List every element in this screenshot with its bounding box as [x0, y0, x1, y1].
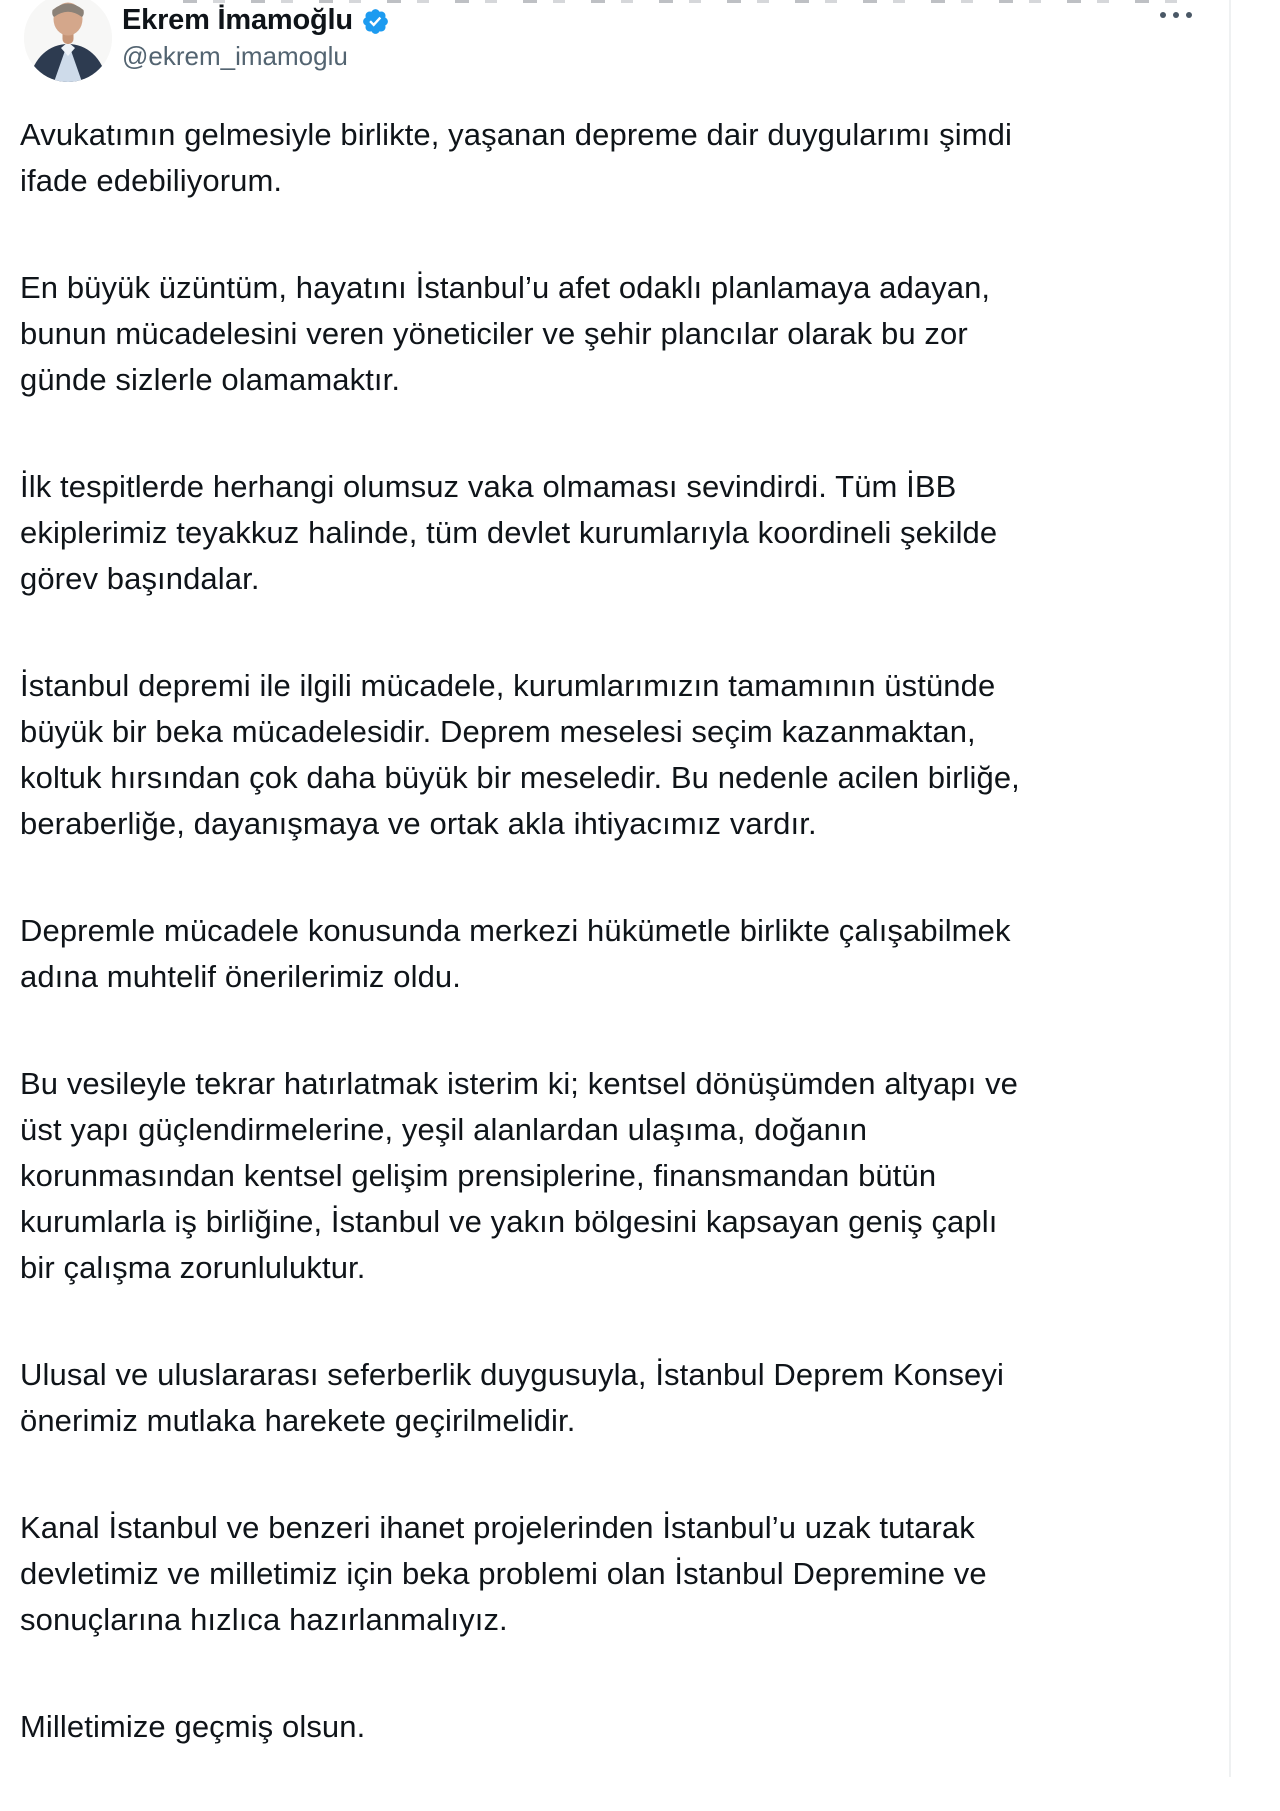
more-button[interactable] [1154, 6, 1198, 24]
tweet-line: büyük bir beka mücadelesidir. Deprem meselesi seçim kazanmaktan, [20, 714, 976, 749]
column-border [1229, 0, 1231, 1777]
tweet-line: adına muhtelif önerilerimiz oldu. [20, 959, 461, 994]
tweet-paragraph [20, 464, 1212, 602]
tweet-line: İlk tespitlerde herhangi olumsuz vaka olmaması sevindirdi. Tüm İBB [20, 469, 957, 504]
tweet-line: beraberliğe, dayanışmaya ve ortak akla ihtiyacımız vardır. [20, 806, 817, 841]
more-ellipsis-icon [1160, 12, 1166, 18]
tweet-line: bunun mücadelesini veren yöneticiler ve şehir plancılar olarak bu zor [20, 316, 968, 351]
tweet-paragraph [20, 1505, 1212, 1643]
tweet-line: ifade edebiliyorum. [20, 163, 283, 198]
tweet-text [20, 112, 1212, 1811]
tweet-line: önerimiz mutlaka harekete geçirilmelidir. [20, 1403, 576, 1438]
tweet-line: İstanbul depremi ile ilgili mücadele, kurumlarımızın tamamının üstünde [20, 668, 996, 703]
tweet-line: korunmasından kentsel gelişim prensiplerine, finansmandan bütün [20, 1158, 937, 1193]
verified-badge-icon [361, 7, 390, 36]
tweet-line: En büyük üzüntüm, hayatını İstanbul’u afet odaklı planlamaya adayan, [20, 270, 991, 305]
tweet-line: üst yapı güçlendirmelerine, yeşil alanlardan ulaşıma, doğanın [20, 1112, 868, 1147]
tweet-line: kurumlarla iş birliğine, İstanbul ve yakın bölgesini kapsayan geniş çaplı [20, 1204, 998, 1239]
profile-photo [24, 0, 112, 82]
tweet-line: Ulusal ve uluslararası seferberlik duygusuyla, İstanbul Deprem Konseyi [20, 1357, 1004, 1392]
user-identity [122, 3, 390, 72]
tweet-line: koltuk hırsından çok daha büyük bir meseledir. Bu nedenle acilen birliğe, [20, 760, 1020, 795]
tweet-paragraph [20, 1352, 1212, 1444]
tweet-paragraph [20, 1061, 1212, 1291]
more-ellipsis-icon [1186, 12, 1192, 18]
tweet-line: Kanal İstanbul ve benzeri ihanet projelerinden İstanbul’u uzak tutarak [20, 1510, 975, 1545]
tweet-line: sonuçlarına hızlıca hazırlanmalıyız. [20, 1602, 508, 1637]
tweet-line: günde sizlerle olamamaktır. [20, 362, 401, 397]
tweet-paragraph [20, 1704, 1212, 1750]
tweet-paragraph [20, 908, 1212, 1000]
tweet-line: Avukatımın gelmesiyle birlikte, yaşanan depreme dair duygularımı şimdi [20, 117, 1012, 152]
tweet-line: ekiplerimiz teyakkuz halinde, tüm devlet kurumlarıyla koordineli şekilde [20, 515, 998, 550]
avatar[interactable] [24, 0, 112, 82]
tweet-line: görev başındalar. [20, 561, 260, 596]
tweet-paragraph [20, 663, 1212, 847]
user-handle[interactable]: @ekrem_imamoglu [122, 41, 348, 71]
tweet-line: Depremle mücadele konusunda merkezi hükümetle birlikte çalışabilmek [20, 913, 1011, 948]
tweet-paragraph [20, 265, 1212, 403]
display-name[interactable]: Ekrem İmamoğlu [122, 4, 353, 36]
tweet-line: Bu vesileyle tekrar hatırlatmak isterim ki; kentsel dönüşümden altyapı ve [20, 1066, 1019, 1101]
more-ellipsis-icon [1173, 12, 1179, 18]
tweet-line: Milletimize geçmiş olsun. [20, 1709, 366, 1744]
tweet-line: devletimiz ve milletimiz için beka problemi olan İstanbul Depremine ve [20, 1556, 987, 1591]
tweet-paragraph [20, 112, 1212, 204]
tweet-line: bir çalışma zorunluluktur. [20, 1250, 366, 1285]
